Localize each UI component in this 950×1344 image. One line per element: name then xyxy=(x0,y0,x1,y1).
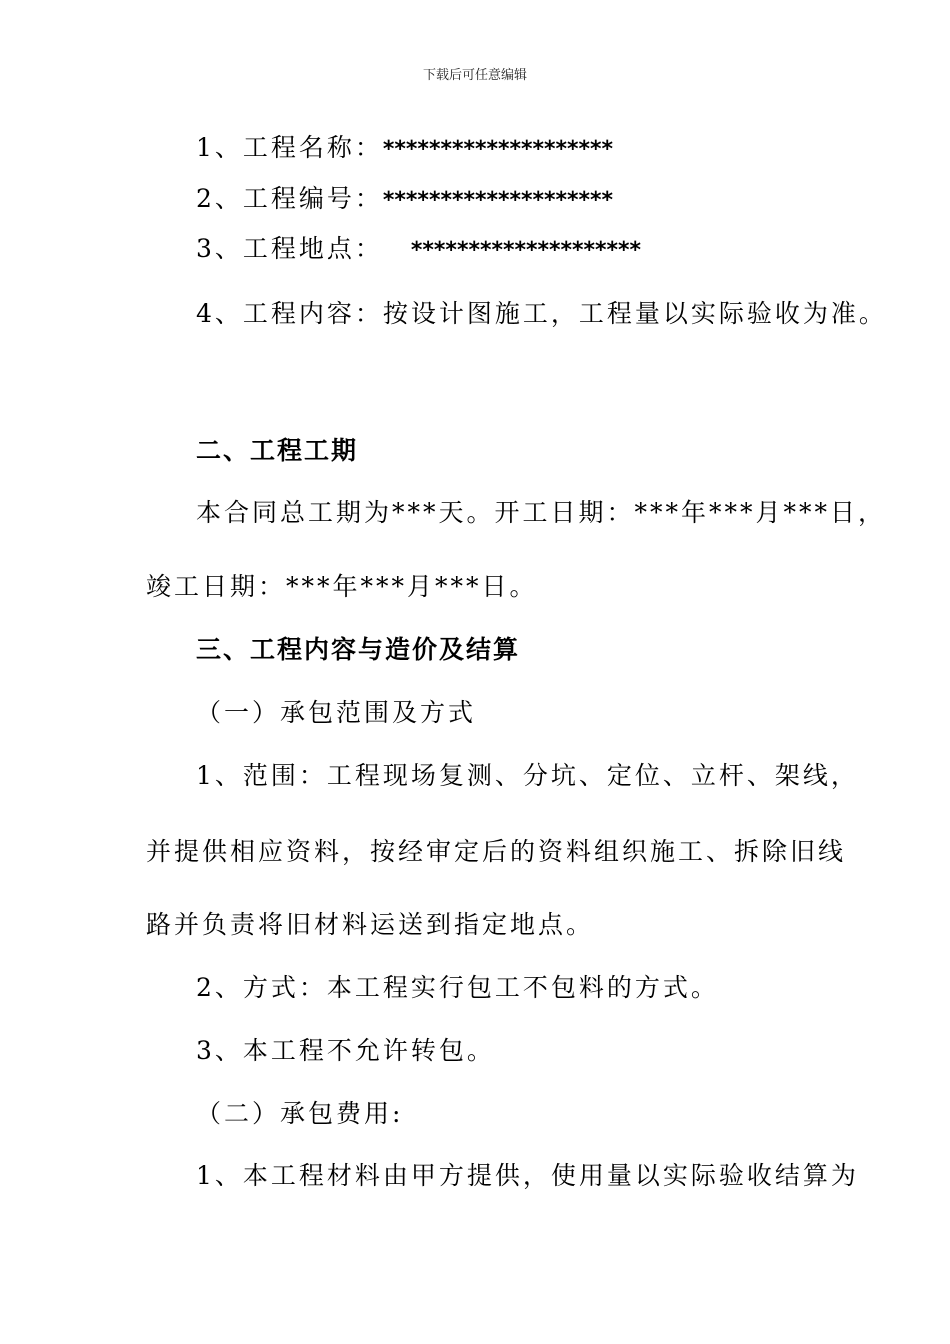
section-2-heading: 二、工程工期 xyxy=(196,436,359,465)
section-2-para-line-2: 竣工日期：***年***月***日。 xyxy=(146,572,538,601)
subsection-2-heading: （二）承包费用: xyxy=(196,1099,404,1128)
page-header-note: 下载后可任意编辑 xyxy=(422,68,527,83)
scope-line-2: 并提供相应资料，按经审定后的资料组织施工、拆除旧线 xyxy=(146,837,847,866)
project-number-value: ******************** xyxy=(382,188,614,213)
project-name-row xyxy=(196,132,613,166)
subsection-1-heading: （一）承包范围及方式 xyxy=(196,698,477,727)
scope-line-1: 1、范围：工程现场复测、分坑、定位、立杆、架线， xyxy=(196,761,859,790)
project-name-label: 1、工程名称： xyxy=(196,133,383,162)
project-location-label: 3、工程地点： xyxy=(196,234,383,263)
cost-item-1-line-1: 1、本工程材料由甲方提供，使用量以实际验收结算为 xyxy=(196,1161,859,1190)
scope-line-3: 路并负责将旧材料运送到指定地点。 xyxy=(146,910,595,939)
method-item: 2、方式：本工程实行包工不包料的方式。 xyxy=(196,973,719,1002)
section-3-heading: 三、工程内容与造价及结算 xyxy=(196,635,521,664)
project-location-row xyxy=(196,233,641,267)
project-content: 4、工程内容：按设计图施工，工程量以实际验收为准。 xyxy=(196,299,887,328)
no-subcontract-item: 3、本工程不允许转包。 xyxy=(196,1036,495,1065)
project-name-value: ******************** xyxy=(382,137,614,162)
project-number-row xyxy=(196,183,613,217)
project-location-value: ******************** xyxy=(410,238,642,263)
project-number-label: 2、工程编号： xyxy=(196,184,383,213)
section-2-para-line-1: 本合同总工期为***天。开工日期：***年***月***日， xyxy=(196,498,887,527)
